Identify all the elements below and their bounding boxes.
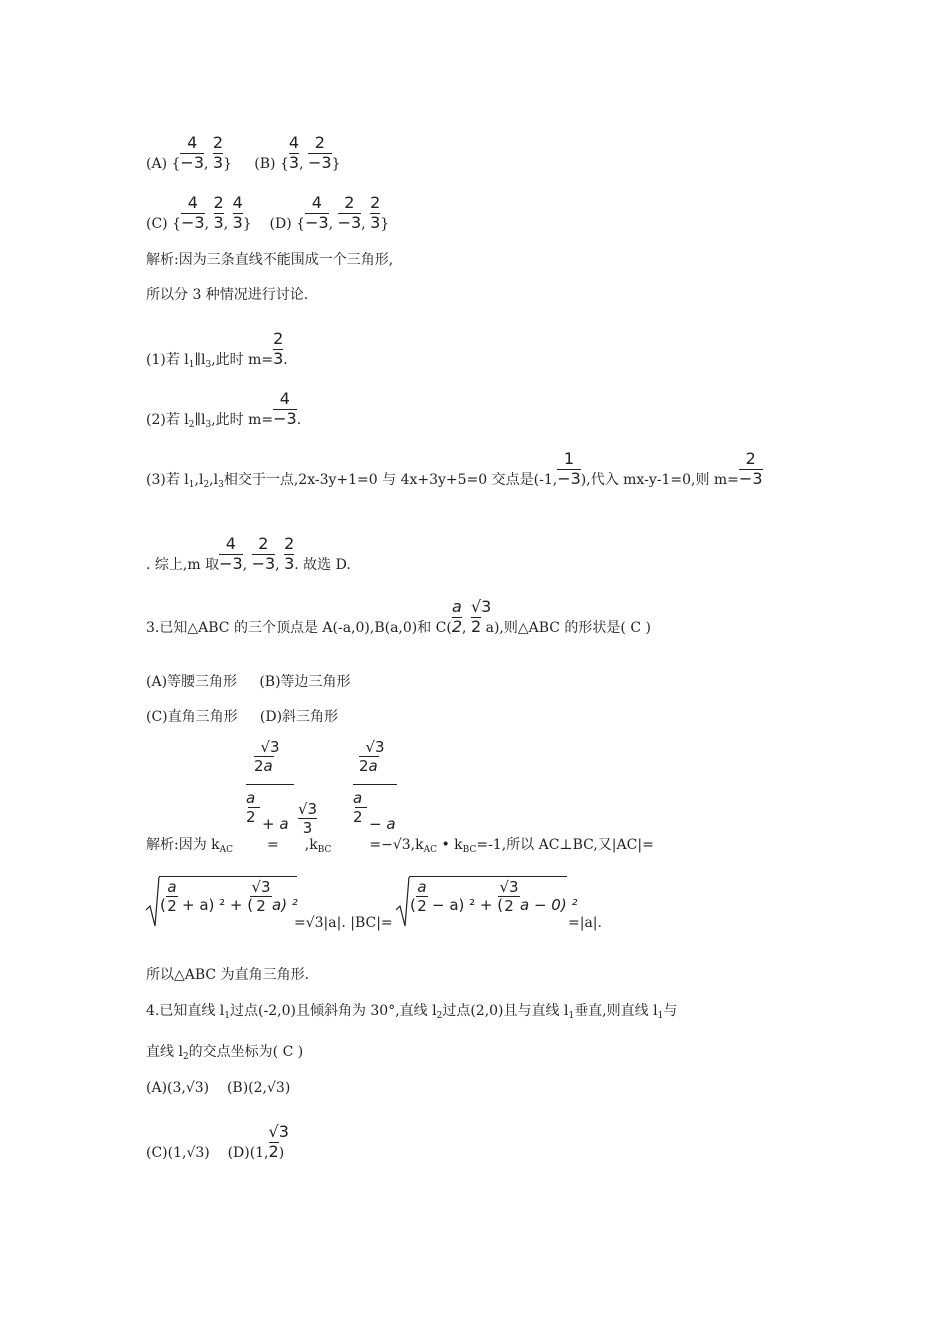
variable: a — [246, 789, 256, 807]
fraction-numerator: a — [452, 597, 462, 616]
brace-left: { — [279, 156, 289, 172]
text: a),则△ABC 的形状是( C ) — [481, 620, 651, 636]
text: 与 — [663, 1003, 678, 1019]
fraction — [251, 534, 276, 573]
paren: ( — [160, 896, 166, 914]
fraction — [337, 193, 362, 232]
paren: ( — [410, 896, 416, 914]
variable: a — [417, 878, 427, 896]
fraction-numerator: √3 — [268, 1122, 289, 1141]
text: 相交于一点,2x-3y+1=0 与 4x+3y+5=0 交点是(-1, — [223, 472, 558, 488]
operator: a) ² — [272, 896, 298, 914]
subscript: AC — [423, 845, 438, 855]
fraction — [219, 534, 243, 573]
q2-solution-line2: 所以分 3 种情况进行讨论. — [146, 287, 309, 303]
operator: + a) ² + ( — [182, 896, 254, 914]
subscript: 2 — [182, 1052, 189, 1062]
subscript: BC — [317, 845, 332, 855]
variable: a — [353, 789, 363, 807]
kac-fraction — [246, 738, 294, 833]
fraction-numerator: 4 — [305, 194, 329, 214]
bc-length-expression — [396, 876, 578, 928]
option-c: (C)直角三角形 — [146, 709, 238, 725]
fraction-numerator: 2 — [284, 534, 295, 553]
brace-right: } — [331, 156, 341, 172]
q3-options-row2 — [146, 708, 338, 726]
fraction-numerator: 1 — [557, 450, 581, 470]
option-d: (D)斜三角形 — [259, 709, 339, 725]
fraction-numerator: 2 — [212, 133, 224, 152]
text: 2 — [256, 897, 266, 915]
fraction — [738, 449, 763, 488]
subscript: 1 — [224, 1011, 231, 1021]
subscript: 1 — [657, 1011, 664, 1021]
text: 2 — [246, 808, 256, 826]
q4-options-row2 — [146, 1122, 289, 1162]
option-d: (D)(1, — [227, 1145, 269, 1161]
fraction-numerator: 2 — [273, 329, 284, 348]
fraction — [213, 193, 224, 232]
text: 过点(-2,0)且倾斜角为 30°,直线 l — [230, 1003, 437, 1019]
text: 2 — [359, 757, 369, 775]
subscript: 1 — [568, 1011, 575, 1021]
kbc-fraction — [353, 738, 397, 833]
text: 2 — [504, 897, 514, 915]
separator: , — [299, 156, 304, 172]
text: =-1,所以 AC⊥BC,又|AC|= — [476, 837, 654, 853]
text: 垂直,则直线 l — [574, 1003, 658, 1019]
subscript: 3 — [205, 360, 212, 370]
subscript: 1 — [188, 480, 195, 490]
text: ),代入 mx-y-1=0,则 m= — [580, 472, 739, 488]
fraction-denominator: 3 — [232, 213, 243, 232]
fraction-denominator: 2 — [268, 1142, 279, 1161]
fraction-numerator: 2 — [338, 194, 362, 214]
fraction-denominator: −3 — [180, 153, 205, 172]
fraction-denominator: 3 — [212, 153, 224, 172]
q2-case1 — [146, 329, 288, 374]
option-c-label: (C) — [146, 216, 168, 232]
sqrt-expression: √3 — [298, 800, 318, 818]
fraction-numerator: 2 — [213, 193, 224, 212]
fraction — [273, 329, 284, 368]
fraction-denominator: −3 — [738, 469, 763, 488]
fraction-denominator: −3 — [307, 153, 332, 172]
fraction — [268, 1122, 289, 1161]
fraction — [212, 133, 224, 172]
fraction-numerator: 2 — [370, 193, 381, 212]
subscript: AC — [219, 845, 234, 855]
variable: a — [263, 757, 273, 775]
text: ,l — [209, 472, 219, 488]
fraction-numerator: 4 — [273, 390, 297, 410]
fraction-denominator: 3 — [273, 349, 284, 368]
fraction-denominator: −3 — [557, 469, 581, 488]
text: ) — [278, 1145, 285, 1161]
operator: − a) ² + ( — [432, 896, 504, 914]
option-b-label: (B) — [254, 156, 276, 172]
variable: a — [368, 757, 378, 775]
fraction-denominator: 2 — [470, 617, 482, 636]
brace-right: } — [223, 156, 233, 172]
q3-options-row1 — [146, 673, 351, 691]
fraction — [180, 133, 205, 172]
q2-options-row2: (C) { $\frac{4}{-3}$ , $\frac{2}{3}$ , $\frac{4}{3}$ } (D) { $\frac{4}{-3}$ , $\frac{2}{-3}$ , $\frac{2}{3}$ } — [146, 193, 390, 232]
separator: , — [462, 620, 467, 636]
fraction-denominator: −3 — [251, 554, 276, 573]
text: 直线 l — [146, 1044, 183, 1060]
sqrt-expression: √3 — [251, 878, 271, 896]
fraction-numerator: 4 — [219, 535, 243, 555]
text: ,此时 m= — [211, 352, 274, 368]
brace-left: { — [296, 216, 306, 232]
text: (3)若 l — [146, 472, 189, 488]
fraction-numerator: √3 — [470, 597, 492, 616]
text: . 综上,m 取 — [146, 557, 220, 573]
brace-right: } — [380, 216, 390, 232]
text: 4.已知直线 l — [146, 1003, 225, 1019]
operator: a − 0) ² — [520, 896, 578, 914]
q2-summary: . 综上,m 取 $\frac{4}{-3}$ , $\frac{2}{-3}$ , $\frac{2}{3}$ . 故选 D. — [146, 534, 351, 573]
brace-right: } — [242, 216, 252, 232]
fraction — [288, 133, 300, 172]
text: 3.已知△ABC 的三个顶点是 A(-a,0),B(a,0)和 C( — [146, 620, 452, 636]
fraction-denominator: 3 — [213, 213, 224, 232]
fraction-denominator: −3 — [337, 213, 362, 232]
text: • k — [437, 837, 463, 853]
fraction-numerator: 2 — [739, 450, 763, 470]
text: 的交点坐标为( C ) — [188, 1044, 304, 1060]
sqrt-expression: √3 — [365, 738, 385, 756]
text: . — [283, 352, 288, 368]
fraction — [232, 193, 243, 232]
text: 2 — [353, 808, 363, 826]
text: ,k — [304, 837, 318, 853]
radical-sign — [146, 876, 160, 928]
text: 解析:因为 k — [146, 837, 220, 853]
fraction-numerator: 4 — [180, 134, 204, 154]
fraction-denominator: 3 — [288, 153, 300, 172]
fraction-numerator: 4 — [232, 193, 243, 212]
bc-result: =|a|. — [568, 915, 602, 931]
option-a: (A)(3,√3) — [146, 1080, 210, 1096]
text: = — [267, 837, 279, 853]
text: (2)若 l — [146, 412, 189, 428]
fraction — [451, 597, 463, 636]
text: (1)若 l — [146, 352, 189, 368]
fraction-numerator: 4 — [181, 194, 205, 214]
text: ∥l — [194, 352, 206, 368]
text: 2 — [167, 897, 177, 915]
fraction-numerator: 2 — [252, 535, 276, 555]
fraction — [273, 389, 297, 428]
subscript: 2 — [436, 1011, 443, 1021]
fraction-denominator: −3 — [219, 554, 243, 573]
fraction — [284, 534, 295, 573]
fraction — [307, 133, 332, 172]
option-a-label: (A) — [146, 156, 168, 172]
operator: − a — [369, 815, 396, 833]
fraction — [370, 193, 381, 232]
ac-result: =√3|a|. |BC|= — [294, 915, 393, 931]
ac-length-expression — [146, 876, 296, 928]
option-c: (C)(1,√3) — [146, 1145, 210, 1161]
q3-solution-line — [146, 836, 654, 859]
text: 2 — [254, 757, 264, 775]
text: . 故选 D. — [294, 557, 351, 573]
option-b: (B)(2,√3) — [226, 1080, 291, 1096]
fraction-denominator: −3 — [181, 213, 205, 232]
fraction-denominator: 3 — [284, 554, 295, 573]
q4-options-row1 — [146, 1079, 290, 1097]
separator: , — [204, 156, 209, 172]
subscript: 1 — [188, 360, 195, 370]
q4-stem-line2 — [146, 1043, 303, 1066]
fraction — [181, 193, 205, 232]
q3-conclusion: 所以△ABC 为直角三角形. — [146, 967, 310, 983]
text: ∥l — [194, 412, 206, 428]
brace-left: { — [171, 156, 181, 172]
subscript: 2 — [188, 420, 195, 430]
variable: a — [167, 878, 177, 896]
text: 3 — [302, 819, 313, 837]
fraction — [470, 597, 492, 636]
text: 2 — [417, 897, 427, 915]
sqrt-expression: √3 — [499, 878, 519, 896]
fraction-denominator: −3 — [273, 409, 297, 428]
text: . — [296, 412, 302, 428]
subscript: 3 — [218, 480, 224, 490]
q3-stem — [146, 597, 651, 637]
fraction — [557, 449, 581, 488]
brace-left: { — [172, 216, 182, 232]
fraction-numerator: 2 — [308, 134, 332, 154]
fraction-denominator: 3 — [370, 213, 381, 232]
option-a: (A)等腰三角形 — [146, 674, 238, 690]
option-b: (B)等边三角形 — [259, 674, 351, 690]
q2-case2 — [146, 389, 302, 434]
q4-stem-line1 — [146, 1002, 677, 1025]
sqrt-expression: √3 — [260, 738, 280, 756]
text: 过点(2,0)且与直线 l — [442, 1003, 569, 1019]
fraction — [305, 193, 329, 232]
subscript: 2 — [203, 480, 210, 490]
option-d-label: (D) — [269, 216, 292, 232]
text: =−√3,k — [369, 837, 424, 853]
fraction-denominator: 2 — [451, 617, 463, 636]
q2-options-row1 — [146, 133, 341, 173]
radical-sign — [396, 876, 410, 928]
q2-case3 — [146, 449, 763, 494]
sqrt3-over-3-fraction — [298, 800, 317, 837]
text: ,此时 m= — [211, 412, 274, 428]
text: ,l — [194, 472, 204, 488]
fraction-denominator: −3 — [305, 213, 329, 232]
q2-solution-line1: 解析:因为三条直线不能围成一个三角形, — [146, 252, 394, 268]
operator: + a — [262, 815, 289, 833]
subscript: BC — [462, 845, 477, 855]
fraction-numerator: 4 — [288, 133, 300, 152]
subscript: 3 — [205, 420, 212, 430]
